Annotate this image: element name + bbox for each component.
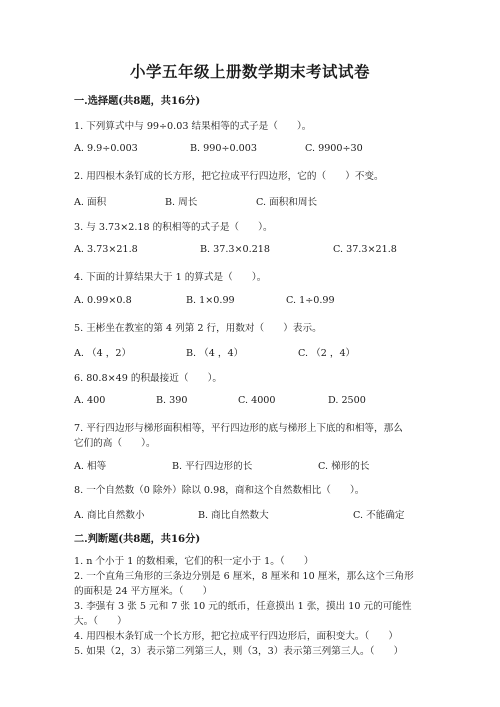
question-8-option-a: A. 商比自然数小 <box>74 510 145 521</box>
exam-title: 小学五年级上册数学期末考试试卷 <box>129 62 370 81</box>
question-8-option-c: C. 不能确定 <box>353 510 405 521</box>
section-heading-choice: 一.选择题(共8题，共16分) <box>74 95 201 107</box>
question-6-option-a: A. 400 <box>74 395 106 406</box>
question-7-option-b: B. 平行四边形的长 <box>172 461 253 472</box>
question-3-option-a: A. 3.73×21.8 <box>74 244 138 255</box>
question-1-option-b: B. 990÷0.003 <box>190 143 257 154</box>
question-5-option-a: A. （4 ，2） <box>74 348 132 359</box>
question-3-stem: 3. 与 3.73×2.18 的积相等的式子是（ ）。 <box>74 222 273 233</box>
judge-line-1: 1. n 个小于 1 的数相乘，它们的积一定小于 1。（ ） <box>74 556 314 567</box>
question-5-option-b: B. （4 ，4） <box>186 348 244 359</box>
question-6-option-b: B. 390 <box>156 395 188 406</box>
question-2-stem: 2. 用四根木条钉成的长方形，把它拉成平行四边形，它的（ ）不变。 <box>74 171 384 182</box>
question-5-stem: 5. 王彬坐在教室的第 4 列第 2 行，用数对（ ）表示。 <box>74 323 322 334</box>
question-4-option-b: B. 1×0.99 <box>186 295 235 306</box>
question-8-stem: 8. 一个自然数（0 除外）除以 0.98，商和这个自然数相比（ ）。 <box>74 485 365 496</box>
question-3-option-c: C. 37.3×21.8 <box>333 244 397 255</box>
judge-line-3: 的面积是 24 平方厘米。（ ） <box>74 586 213 597</box>
question-7-stem: 7. 平行四边形与梯形面积相等，平行四边形的底与梯形上下底的和相等，那么 <box>74 423 403 434</box>
question-6-option-c: C. 4000 <box>238 395 276 406</box>
question-5-option-c: C. （2 ，4） <box>298 348 356 359</box>
question-7-stem-continued: 它们的高（ ）。 <box>74 438 156 449</box>
judge-line-6: 4. 用四根木条钉成一个长方形，把它拉成平行四边形后，面积变大。（ ） <box>74 631 398 642</box>
question-6-stem: 6. 80.8×49 的积最接近（ ）。 <box>74 373 222 384</box>
question-4-option-c: C. 1÷0.99 <box>286 295 335 306</box>
question-1-option-a: A. 9.9÷0.003 <box>74 143 138 154</box>
question-8-option-b: B. 商比自然数大 <box>198 510 269 521</box>
question-4-stem: 4. 下面的计算结果大于 1 的算式是（ ）。 <box>74 272 267 283</box>
question-2-option-b: B. 周长 <box>165 197 198 208</box>
question-7-option-c: C. 梯形的长 <box>318 461 370 472</box>
question-1-option-c: C. 9900÷30 <box>305 143 363 154</box>
judge-line-4: 3. 李强有 3 张 5 元和 7 张 10 元的纸币，任意摸出 1 张，摸出 10 元的可能性 <box>74 601 412 612</box>
question-3-option-b: B. 37.3×0.218 <box>200 244 271 255</box>
question-1-stem: 1. 下列算式中与 99÷0.03 结果相等的式子是（ ）。 <box>74 121 312 132</box>
question-2-option-a: A. 面积 <box>74 197 107 208</box>
question-7-option-a: A. 相等 <box>74 461 107 472</box>
question-2-option-c: C. 面积和周长 <box>256 197 318 208</box>
judge-line-5: 大。（ ） <box>74 616 127 627</box>
judge-line-2: 2. 一个直角三角形的三条边分别是 6 厘米，8 厘米和 10 厘米，那么这个三角形 <box>74 571 414 582</box>
question-6-option-d: D. 2500 <box>328 395 366 406</box>
section-heading-true-false: 二.判断题(共8题，共16分) <box>74 533 201 545</box>
judge-line-7: 5. 如果（2，3）表示第二列第三人，则（3，3）表示第三列第三人。（ ） <box>74 646 404 657</box>
question-4-option-a: A. 0.99×0.8 <box>74 295 132 306</box>
